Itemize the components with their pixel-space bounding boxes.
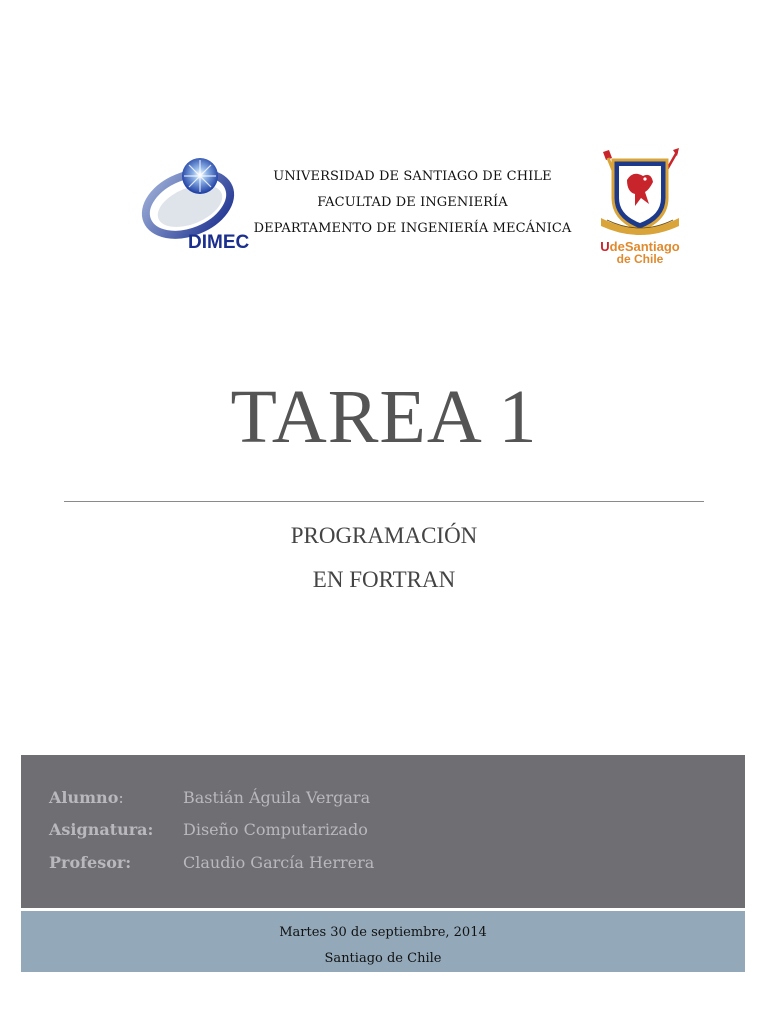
subtitle-line-1: PROGRAMACIÓN [290, 523, 478, 548]
place-text: Santiago de Chile [324, 951, 442, 966]
usach-logo-dechile: de Chile [616, 252, 664, 266]
asignatura-label: Asignatura: [49, 820, 154, 839]
dimec-logo-text: DIMEC [188, 232, 250, 253]
institution-header [240, 164, 585, 242]
student-info-box [21, 755, 745, 908]
date-location-box [21, 911, 745, 972]
usach-logo-desantiago: deSantiago [609, 239, 680, 254]
title-divider [64, 501, 704, 502]
profesor-value: Claudio García Herrera [183, 853, 375, 872]
document-subtitle [0, 514, 768, 602]
profesor-label: Profesor: [49, 853, 132, 872]
date-text: Martes 30 de septiembre, 2014 [279, 925, 487, 940]
alumno-colon: : [118, 788, 124, 807]
alumno-label: Alumno [49, 788, 119, 807]
faculty-name: FACULTAD DE INGENIERÍA [317, 195, 508, 210]
alumno-value: Bastián Águila Vergara [183, 788, 371, 807]
header [0, 140, 768, 270]
university-name: UNIVERSIDAD DE SANTIAGO DE CHILE [273, 169, 552, 184]
usach-logo-u: U [600, 239, 610, 254]
subtitle-line-2: EN FORTRAN [312, 567, 456, 592]
asignatura-value: Diseño Computarizado [183, 820, 368, 839]
dimec-logo-icon [140, 146, 250, 253]
document-title: TAREA 1 [230, 375, 538, 459]
alumno-label-group [49, 788, 124, 807]
usach-crest-icon [595, 146, 685, 264]
department-name: DEPARTAMENTO DE INGENIERÍA MECÁNICA [253, 221, 572, 236]
